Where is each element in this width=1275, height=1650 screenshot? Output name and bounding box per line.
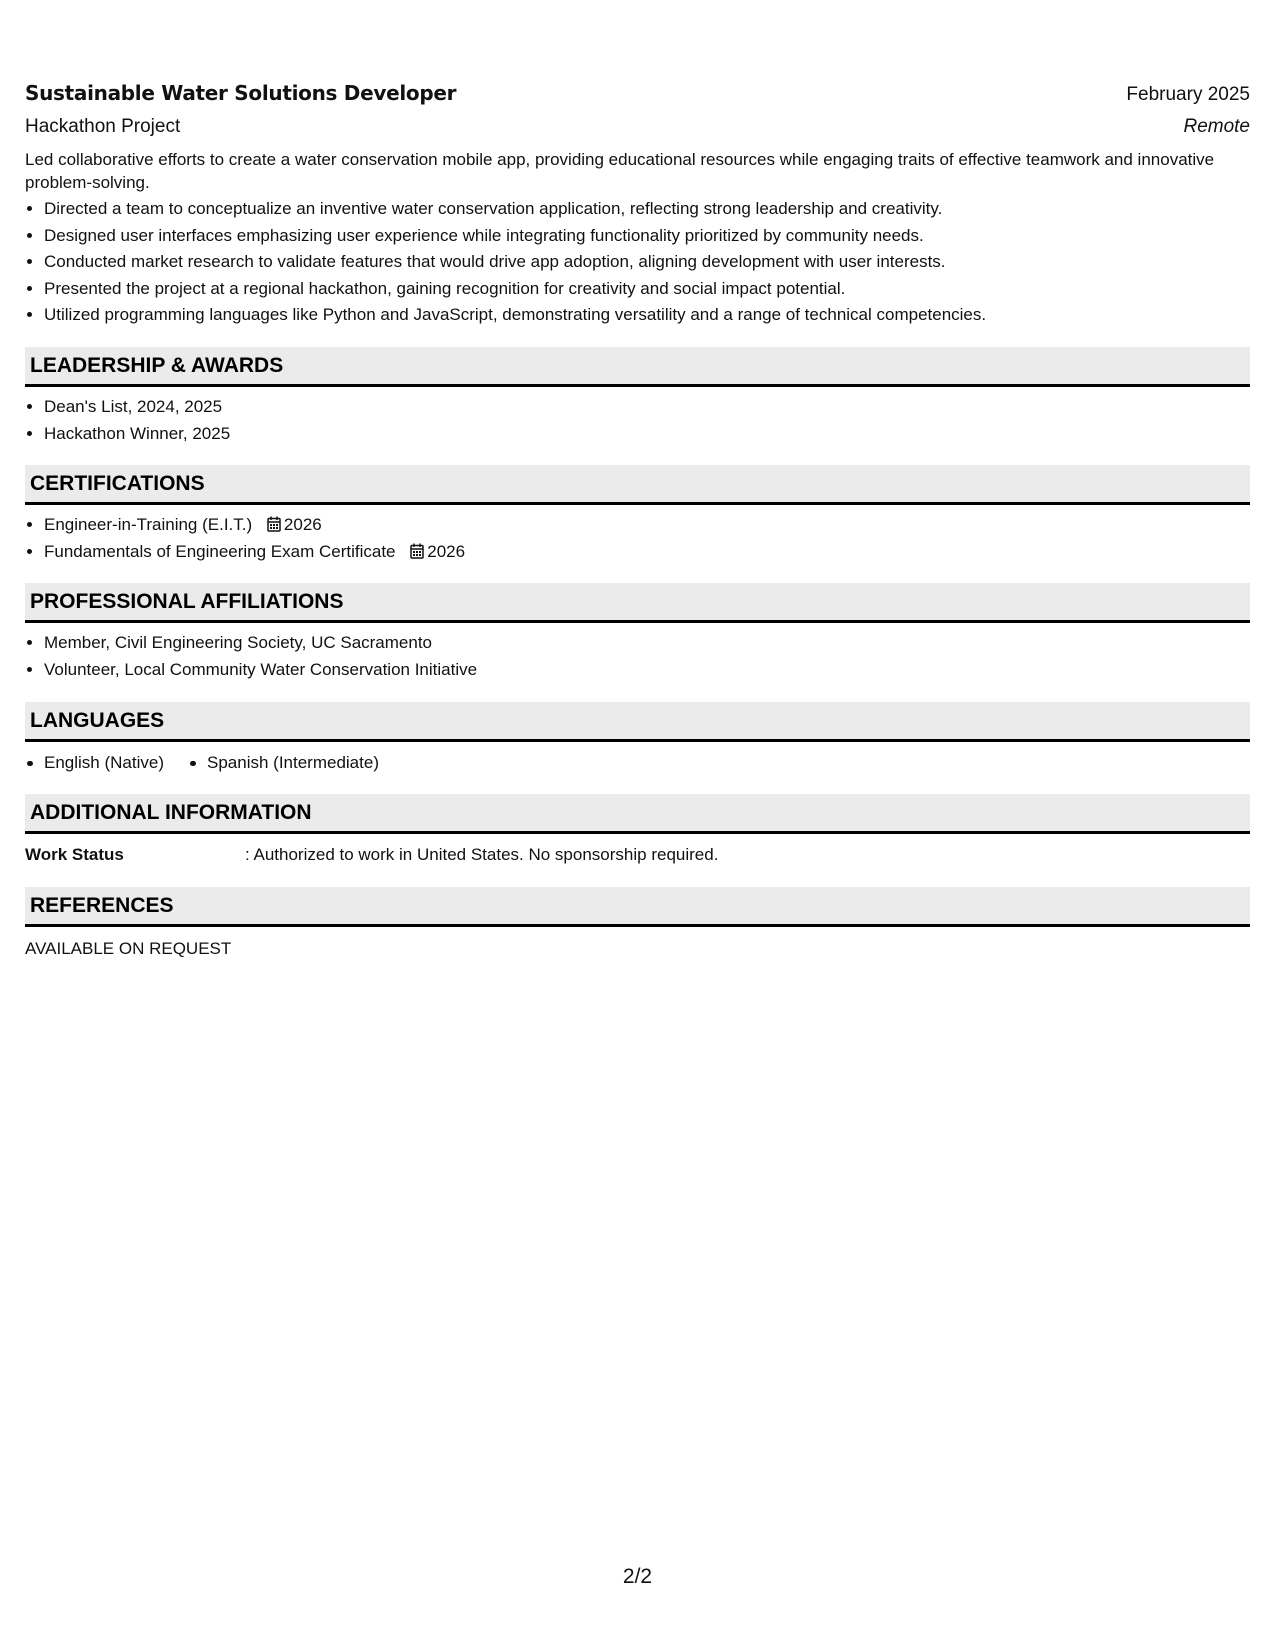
project-date: February 2025: [1126, 84, 1250, 105]
list-item: • Hackathon Winner, 2025: [44, 421, 1250, 448]
list-item: • Presented the project at a regional hackathon, gaining recognition for creativity and social impact potential.: [44, 276, 1250, 303]
section-references: [25, 887, 1250, 963]
list-item: [44, 512, 1250, 539]
work-status-label: Work Status: [25, 844, 124, 864]
certifications-list: [25, 512, 1250, 565]
section-heading: LEADERSHIP & AWARDS: [25, 347, 1250, 387]
affiliations-list: [25, 630, 1250, 683]
list-item: • Utilized programming languages like Python and JavaScript, demonstrating versatility and a range of technical competencies.: [44, 302, 1250, 329]
work-status-row: [25, 839, 1250, 869]
list-item: Spanish (Intermediate): [188, 749, 379, 776]
project-description: Led collaborative efforts to create a water conservation mobile app, providing educational resources while engaging traits of effective teamwork and innovative problem-solving.: [25, 150, 1215, 192]
section-heading: REFERENCES: [25, 887, 1250, 927]
list-item: • Conducted market research to validate features that would drive app adoption, aligning development with user interests.: [44, 249, 1250, 276]
project-header-row: [25, 75, 1250, 113]
section-heading: CERTIFICATIONS: [25, 465, 1250, 505]
languages-list: [25, 749, 1250, 776]
certification-name: Fundamentals of Engineering Exam Certificate: [44, 541, 396, 561]
project-location: Remote: [1183, 116, 1250, 137]
section-certifications: [25, 465, 1250, 565]
project-subheader-row: [25, 113, 1250, 141]
section-languages: [25, 702, 1250, 776]
list-item: • Volunteer, Local Community Water Conservation Initiative: [44, 657, 1250, 684]
list-item: [44, 539, 1250, 566]
project-bullets: [25, 196, 1250, 329]
work-status-value: : Authorized to work in United States. No sponsorship required.: [245, 844, 719, 864]
certification-year: 2026: [427, 541, 466, 561]
list-item: • Dean's List, 2024, 2025: [44, 394, 1250, 421]
list-item: English (Native): [25, 749, 164, 776]
list-item: • Designed user interfaces emphasizing user experience while integrating functionality prioritized by community needs.: [44, 223, 1250, 250]
section-heading: LANGUAGES: [25, 702, 1250, 742]
section-affiliations: [25, 583, 1250, 683]
calendar-icon: [267, 516, 281, 532]
project-organization: Hackathon Project: [25, 116, 181, 137]
calendar-icon: [410, 543, 424, 559]
list-item: • Directed a team to conceptualize an inventive water conservation application, reflecting strong leadership and creativity.: [44, 196, 1250, 223]
section-additional-information: [25, 794, 1250, 869]
references-text: AVAILABLE ON REQUEST: [25, 938, 232, 958]
project-entry: [25, 75, 1250, 329]
certification-year: 2026: [283, 515, 322, 535]
resume-page: [25, 75, 1250, 963]
project-title: Sustainable Water Solutions Developer: [25, 81, 457, 105]
certification-name: Engineer-in-Training (E.I.T.): [44, 515, 253, 535]
leadership-list: [25, 394, 1250, 447]
section-leadership: [25, 347, 1250, 447]
page-number: 2/2: [622, 1565, 653, 1588]
section-heading: PROFESSIONAL AFFILIATIONS: [25, 583, 1250, 623]
list-item: • Member, Civil Engineering Society, UC Sacramento: [44, 630, 1250, 657]
section-heading: ADDITIONAL INFORMATION: [25, 794, 1250, 834]
